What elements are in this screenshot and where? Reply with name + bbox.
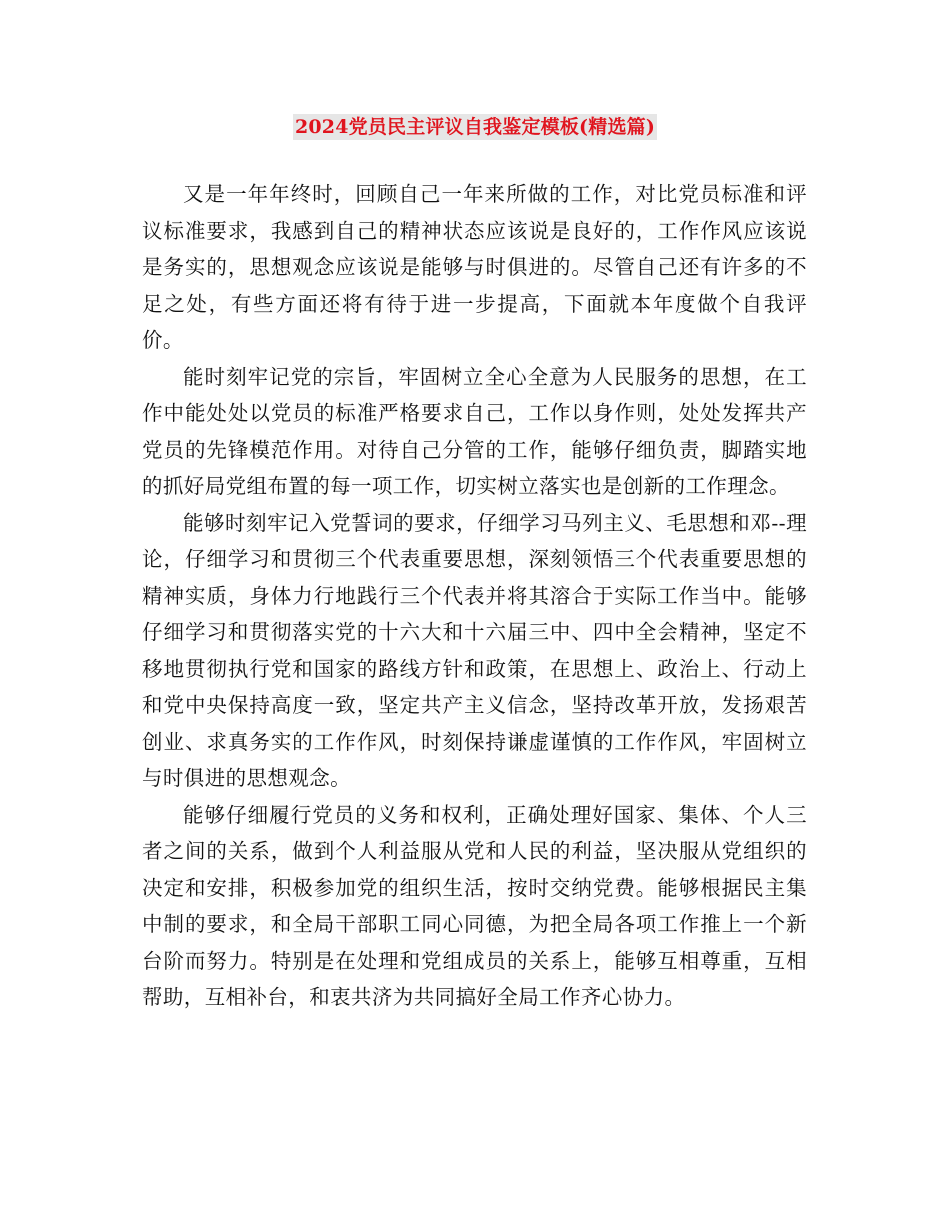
document-body xyxy=(142,176,807,1016)
paragraph-3: 能够时刻牢记入党誓词的要求，仔细学习马列主义、毛思想和邓--理论，仔细学习和贯彻三个代表重要思想，深刻领悟三个代表重要思想的精神实质，身体力行地践行三个代表并将其溶合于实际工作当中。能够仔细学习和贯彻落实党的十六大和十六届三中、四中全会精神，坚定不移地贯彻执行党和国家的路线方针和政策，在思想上、政治上、行动上和党中央保持高度一致，坚定共产主义信念，坚持改革开放，发扬艰苦创业、求真务实的工作作风，时刻保持谦虚谨慎的工作作风，牢固树立与时俱进的思想观念。 xyxy=(142,510,807,790)
document-title: 2024党员民主评议自我鉴定模板(精选篇) xyxy=(294,116,656,138)
paragraph-1: 又是一年年终时，回顾自己一年来所做的工作，对比党员标准和评议标准要求，我感到自己的精神状态应该说是良好的，工作作风应该说是务实的，思想观念应该说是能够与时俱进的。尽管自己还有许多的不足之处，有些方面还将有待于进一步提高，下面就本年度做个自我评价。 xyxy=(142,182,807,352)
title-container xyxy=(0,114,950,140)
paragraph-4: 能够仔细履行党员的义务和权利，正确处理好国家、集体、个人三者之间的关系，做到个人利益服从党和人民的利益，坚决服从党组织的决定和安排，积极参加党的组织生活，按时交纳党费。能够根据民主集中制的要求，和全局干部职工同心同德，为把全局各项工作推上一个新台阶而努力。特别是在处理和党组成员的关系上，能够互相尊重，互相帮助，互相补台，和衷共济为共同搞好全局工作齐心协力。 xyxy=(142,802,807,1009)
paragraph-2: 能时刻牢记党的宗旨，牢固树立全心全意为人民服务的思想，在工作中能处处以党员的标准严格要求自己，工作以身作则，处处发挥共产党员的先锋模范作用。对待自己分管的工作，能够仔细负责，脚踏实地的抓好局党组布置的每一项工作，切实树立落实也是创新的工作理念。 xyxy=(142,364,807,498)
